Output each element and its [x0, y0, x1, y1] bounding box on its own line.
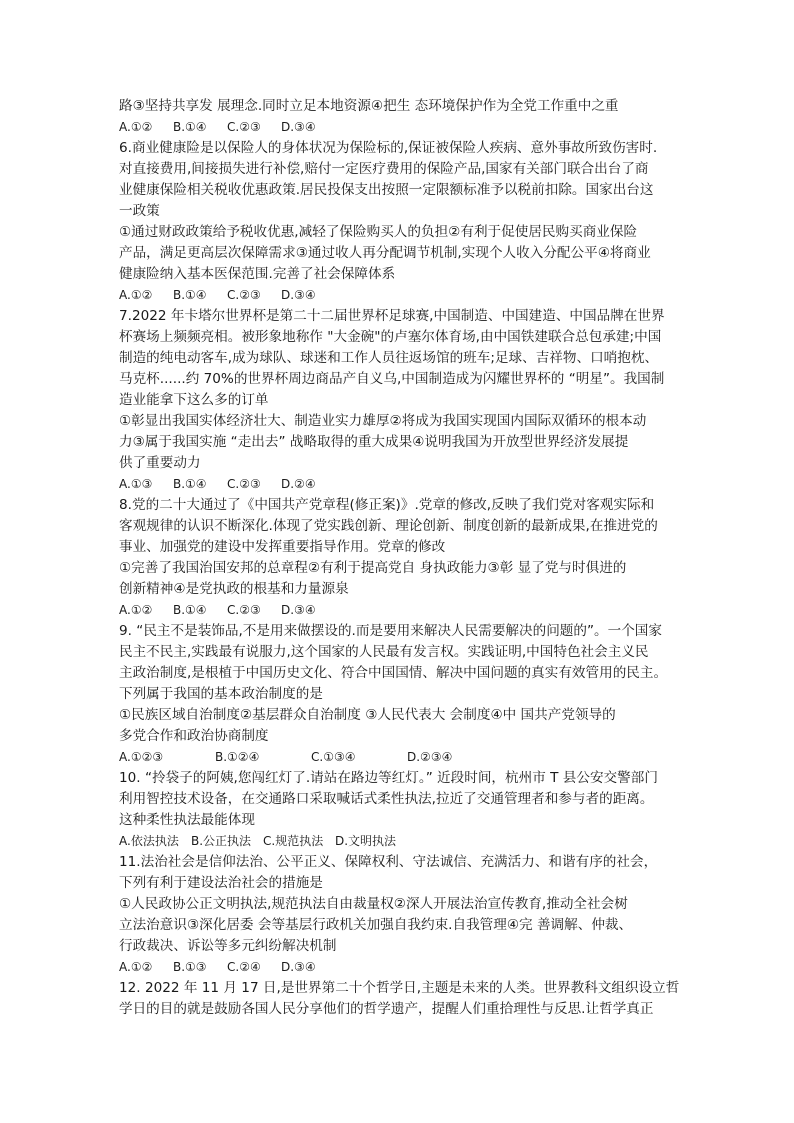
answer-option: B.①④	[173, 288, 207, 302]
answer-option: A.①②③	[119, 750, 164, 764]
text-line: ①彰显出我国实体经济壮大、制造业实力雄厚②将成为我国实现国内国际双循环的根本动	[119, 413, 647, 429]
answer-option: D.③④	[281, 120, 316, 134]
text-line: ①通过财政政策给予税收优惠,减轻了保险购买人的负担②有利于促使居民购买商业保险	[119, 224, 638, 240]
text-line: 供了重要动力	[119, 455, 201, 471]
answer-option: D.③④	[281, 603, 316, 617]
text-line: 行政裁决、诉讼等多元纠纷解决机制	[119, 938, 337, 954]
answer-option: C.①③④	[311, 750, 356, 764]
answer-option: A.依法执法	[119, 834, 179, 848]
answer-options	[119, 285, 679, 306]
answer-option: A.①②	[119, 120, 153, 134]
answer-option: D.③④	[281, 288, 316, 302]
answer-option: B.①②④	[215, 750, 260, 764]
text-line: 主政治制度,是根植于中国历史文化、符合中国国情、解决中国问题的真实有效管用的民主。	[119, 665, 668, 681]
answer-option: C.②③	[227, 120, 261, 134]
answer-option: C.②③	[227, 603, 261, 617]
text-line: 多党合作和政治协商制度	[119, 728, 269, 744]
answer-option: D.③④	[281, 960, 316, 974]
answer-option: B.公正执法	[191, 834, 252, 848]
text-line: 利用智控技术设备，在交通路口采取喊话式柔性执法,拉近了交通管理者和参与者的距离。	[119, 791, 654, 807]
answer-option: B.①④	[173, 477, 207, 491]
answer-options	[119, 600, 679, 621]
text-line: 9. “民主不是装饰品,不是用来做摆设的.而是要用来解决人民需要解决的问题的”。一个国家	[119, 623, 662, 639]
answer-option: A.①②	[119, 288, 153, 302]
text-line: 一政策	[119, 203, 160, 219]
text-line: 下列有利于建设法治社会的措施是	[119, 875, 323, 891]
text-line: 12. 2022 年 11 月 17 日,是世界第二十个哲学日,主题是未来的人类。世界教科文组织设立哲	[119, 980, 679, 996]
text-line: 7.2022 年卡塔尔世界杯是第二十二届世界杯足球赛,中国制造、中国建造、中国品牌在世界	[119, 308, 665, 324]
answer-option: C.规范执法	[263, 834, 324, 848]
text-line: 10. “拎袋子的阿姨,您闯红灯了.请站在路边等红灯。” 近段时间，杭州市 T 县公安交警部门	[119, 770, 658, 786]
answer-option: B.①④	[173, 120, 207, 134]
text-line: 11.法治社会是信仰法治、公平正义、保障权利、守法诚信、充满活力、和谐有序的社会，	[119, 854, 658, 870]
text-line: 创新精神④是党执政的根基和力量源泉	[119, 581, 349, 597]
answer-option: C.②③	[227, 477, 261, 491]
text-line: 8.党的二十大通过了《中国共产党章程(修正案)》.党章的修改,反映了我们党对客观实际和	[119, 497, 655, 513]
answer-options	[119, 957, 679, 978]
answer-option: B.①④	[173, 603, 207, 617]
text-line: 制造的纯电动客车,成为球队、球迷和工作人员往返场馆的班车;足球、吉祥物、口哨抱枕、	[119, 350, 659, 366]
answer-option: C.②④	[227, 960, 261, 974]
text-line: ①人民政协公正文明执法,规范执法自由裁量权②深人开展法治宣传教育,推动全社会树	[119, 896, 628, 912]
answer-option: D.文明执法	[335, 834, 397, 848]
answer-option: D.②④	[281, 477, 316, 491]
text-line: 下列属于我国的基本政治制度的是	[119, 686, 323, 702]
answer-option: B.①③	[173, 960, 207, 974]
text-line: 业健康保险相关税收优惠政策.居民投保支出按照一定限额标准予以税前扣除。国家出台这	[119, 182, 654, 198]
answer-option: A.①②	[119, 960, 153, 974]
answer-option: C.②③	[227, 288, 261, 302]
text-line: ①完善了我国治国安邦的总章程②有利于提高党自 身执政能力③彰 显了党与时俱进的	[119, 560, 627, 576]
text-line: 健康险纳入基本医保范围.完善了社会保障体系	[119, 266, 396, 282]
answer-option: D.②③④	[407, 750, 453, 764]
text-line: 产品，满足更高层次保障需求③通过收人再分配调节机制,实现个人收入分配公平④将商业	[119, 245, 651, 261]
text-line: 事业、加强党的建设中发挥重要指导作用。党章的修改	[119, 539, 446, 555]
answer-options	[119, 474, 679, 495]
text-line: 杯赛场上频频亮相。被形象地称作 "大金碗"的卢塞尔体育场,由中国铁建联合总包承建;中国	[119, 329, 662, 345]
text-line: 6.商业健康险是以保险人的身体状况为保险标的,保证被保险人疾病、意外事故所致伤害时.	[119, 140, 658, 156]
text-line: 马克杯......约 70%的世界杯周边商品产自义乌,中国制造成为闪耀世界杯的 “明星”。我国制	[119, 371, 665, 387]
answer-option: A.①③	[119, 477, 153, 491]
document-page	[119, 96, 679, 1020]
text-line: ①民族区域自治制度②基层群众自治制度 ③人民代表大 会制度④中 国共产党领导的	[119, 707, 616, 723]
text-line: 立法治意识③深化居委 会等基层行政机关加强自我约束.自我管理④完 善调解、仲裁、	[119, 917, 633, 933]
text-line: 路③坚持共享发 展理念.同时立足本地资源④把生 态环境保护作为全党工作重中之重	[119, 98, 619, 114]
text-line: 民主不民主,实践最有说服力,这个国家的人民最有发言权。实践证明,中国特色社会主义民	[119, 644, 649, 660]
answer-options	[119, 117, 679, 138]
text-line: 客观规律的认识不断深化.体现了党实践创新、理论创新、制度创新的最新成果,在推进党的	[119, 518, 658, 534]
text-line: 学日的目的就是鼓励各国人民分享他们的哲学遗产，提醒人们重拾理性与反思.让哲学真正	[119, 1001, 654, 1017]
text-line: 力③属于我国实施 “走出去” 战略取得的重大成果④说明我国为开放型世界经济发展提	[119, 434, 629, 450]
text-line: 造业能拿下这么多的订单	[119, 392, 269, 408]
answer-option: A.①②	[119, 603, 153, 617]
answer-options	[119, 831, 679, 852]
text-line: 这种柔性执法最能体现	[119, 812, 255, 828]
answer-options	[119, 747, 679, 768]
text-line: 对直接费用,间接损失进行补偿,赔付一定医疗费用的保险产品,国家有关部门联合出台了商	[119, 161, 649, 177]
